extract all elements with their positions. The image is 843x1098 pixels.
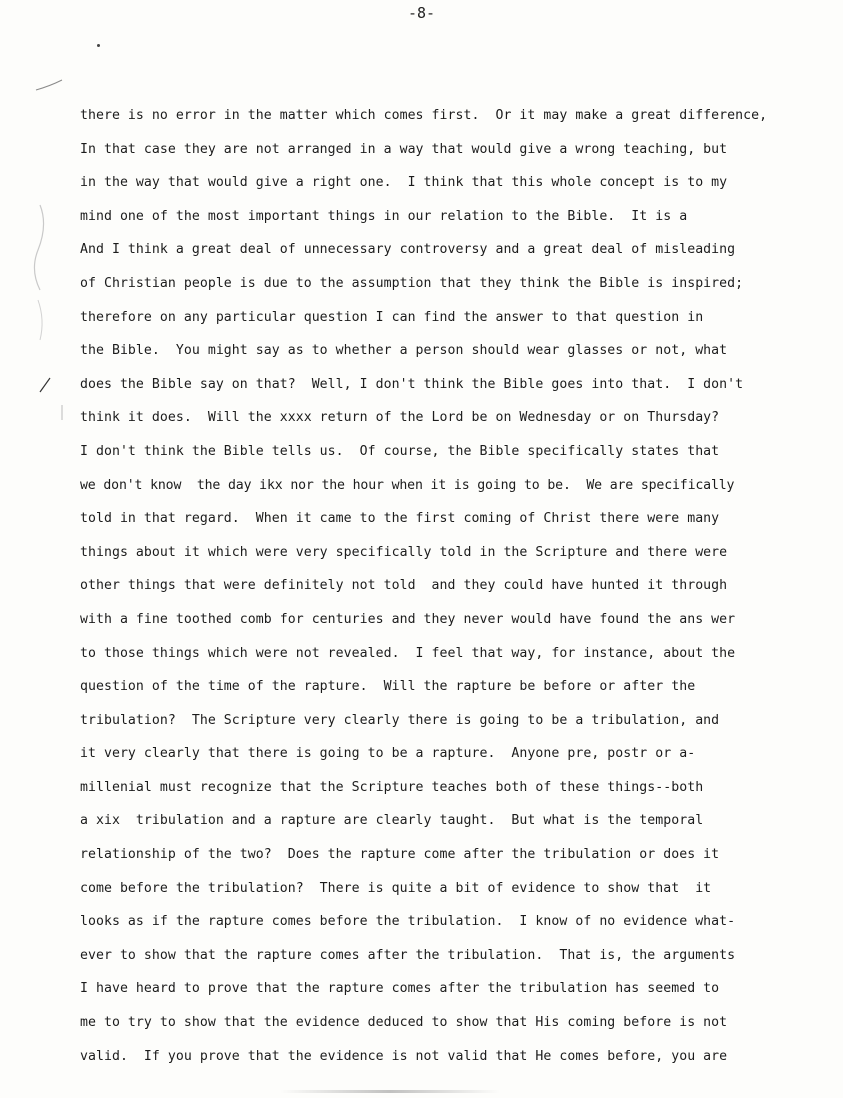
text-line: In that case they are not arranged in a way that would give a wrong teaching, but [80, 141, 728, 157]
text-line: tribulation? The Scripture very clearly there is going to be a tribulation, and [80, 712, 720, 728]
text-line: to those things which were not revealed. I feel that way, for instance, about the [80, 645, 736, 661]
paper-speck [97, 44, 100, 47]
text-line: other things that were definitely not told and they could have hunted it through [80, 578, 728, 594]
scan-smudge [280, 1090, 500, 1093]
text-line: told in that regard. When it came to the first coming of Christ there were many [80, 511, 720, 527]
text-line: ever to show that the rapture comes after the tribulation. That is, the arguments [80, 947, 736, 963]
text-line: I don't think the Bible tells us. Of course, the Bible specifically states that [80, 443, 720, 459]
text-line: does the Bible say on that? Well, I don't think the Bible goes into that. I don't [80, 376, 744, 392]
text-line: there is no error in the matter which comes first. Or it may make a great difference, [80, 108, 768, 123]
text-line: think it does. Will the xxxx return of the Lord be on Wednesday or on Thursday? [80, 410, 720, 426]
text-line: I have heard to prove that the rapture comes after the tribulation has seemed to [80, 981, 720, 997]
text-line: things about it which were very specifically told in the Scripture and there were [80, 544, 728, 560]
page-number: -8- [407, 4, 436, 22]
margin-pencil-marks-icon [0, 0, 80, 1098]
body-text [80, 104, 820, 1078]
text-line: in the way that would give a right one. I think that this whole concept is to my [80, 175, 728, 191]
text-line: therefore on any particular question I can find the answer to that question in [80, 309, 704, 325]
text-line: valid. If you prove that the evidence is not valid that He comes before, you are [80, 1048, 728, 1064]
text-line: the Bible. You might say as to whether a person should wear glasses or not, what [80, 343, 728, 359]
text-line: looks as if the rapture comes before the tribulation. I know of no evidence what- [80, 914, 736, 930]
text-line: of Christian people is due to the assumption that they think the Bible is inspired; [80, 275, 744, 291]
text-line: a xix tribulation and a rapture are clearly taught. But what is the temporal [80, 813, 704, 829]
text-line: relationship of the two? Does the rapture come after the tribulation or does it [80, 847, 720, 863]
text-line: come before the tribulation? There is quite a bit of evidence to show that it [80, 880, 712, 896]
text-line: it very clearly that there is going to be a rapture. Anyone pre, postr or a- [80, 746, 696, 762]
text-line: we don't know the day ikx nor the hour when it is going to be. We are specifically [80, 477, 735, 493]
text-line: me to try to show that the evidence deduced to show that His coming before is not [80, 1015, 728, 1031]
text-line: question of the time of the rapture. Will the rapture be before or after the [80, 679, 696, 695]
text-line: with a fine toothed comb for centuries and they never would have found the ans wer [80, 611, 736, 627]
text-line: And I think a great deal of unnecessary controversy and a great deal of misleading [80, 242, 736, 258]
text-line: mind one of the most important things in our relation to the Bible. It is a [80, 208, 688, 224]
margin-marks [0, 0, 80, 1098]
text-line: millenial must recognize that the Scripture teaches both of these things--both [80, 779, 704, 795]
